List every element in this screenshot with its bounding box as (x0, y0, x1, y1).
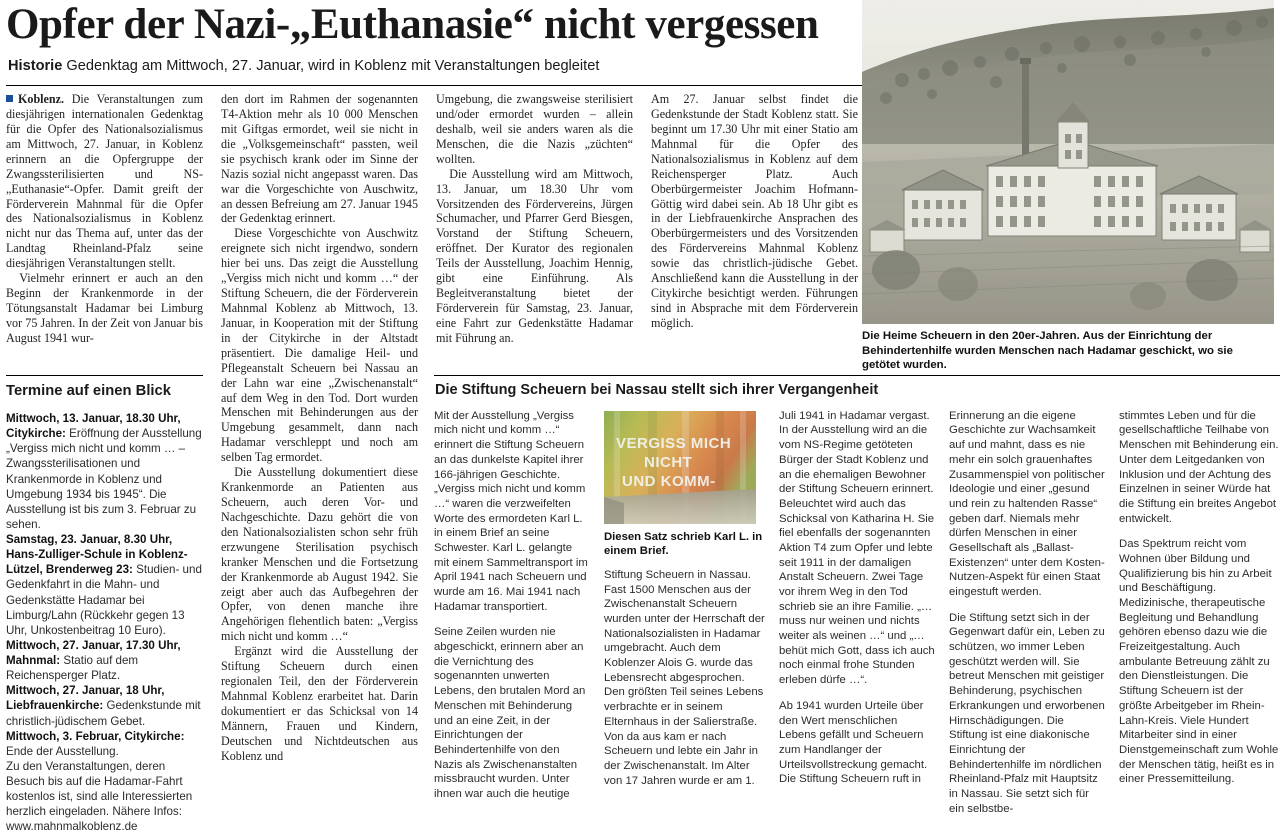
dateline: Koblenz. (18, 92, 65, 107)
bottom-column-1 (434, 409, 604, 817)
bottom-column-3 (779, 409, 949, 817)
newspaper-page (0, 2, 1280, 833)
termine-entry-rest: Eröffnung der Ausstellung „Vergiss mich nicht und komm … – Zwangssterilisationen und Krankenmorde in Koblenz und Umgebung 1934 bis 1945“. Die Ausstellung ist bis zum 3. Februar zu sehen. (6, 427, 202, 531)
top-col1-para-1 (6, 92, 203, 271)
dateline-square-icon (6, 95, 13, 102)
bottom-col4-para-1: Erinnerung an die eigene Geschichte zur Wachsamkeit auf und mahnt, dass es nie mehr ein solch grauenhaftes Zusammenspiel von politischer Ideologie und einer „gesund und rein zu haltenden Rasse“ geben darf. Niemals mehr dürfen Menschen in einer Gesellschaft als „Ballast-Existenzen“ unter dem Kosten-Nutzen-Aspekt für einen Staat eingestuft werden. (949, 409, 1105, 598)
bottom-col1-para-2: Seine Zeilen wurden nie abgeschickt, erinnern aber an die Vernichtung des sogenannten unwerten Lebens, den brutalen Mord an Menschen mit Behinderung und an eine Zeit, in der Einrichtungen der Behindertenhilfe von den Nazis als Zwischenanstalten missbraucht wurden. Unter ihnen war auch die heutige (434, 626, 586, 800)
top-col2-para-3: Die Ausstellung dokumentiert diese Krankenmorde an Patienten aus Scheuern, auch deren Vor- und Nachgeschichte. Dazu gehört die von den Nationalsozialisten schon sehr früh erzwungene Sterilisation psychisch kranker Menschen und die Fortsetzung der Krankenmorde ab August 1942. Sie zeigt aber auch das Aufbegehren der Opfer, von denen manche ihre Angehörigen flehentlich baten: „Vergiss mich nicht und komm …“ (221, 465, 418, 644)
termine-entry (6, 683, 203, 728)
termine-entry-rest: Statio auf dem Reichensperger Platz. (6, 654, 139, 683)
page-title: Opfer der Nazi-„Euthanasie“ nicht vergessen (6, 1, 819, 48)
top-col3-para-2: Die Ausstellung wird am Mittwoch, 13. Januar, um 18.30 Uhr vom Vorsitzenden des Fördervereins, Jürgen Schumacher, und Pfarrer Gerd Biesgen, Vorstand der Stiftung Scheuern, eröffnet. Der Kurator des regionalen Teils der Ausstellung, Joachim Hennig, gibt eine Einführung. Als Begleitveranstaltung bietet der Förderverein für Samstag, 23. Januar, eine Fahrt zur Gedenkstätte Hadamar mit Führung an. (436, 166, 633, 345)
photo-block (862, 0, 1274, 373)
poster-line-1: VERGISS MICH (616, 434, 732, 452)
termine-title: Termine auf einen Blick (6, 383, 172, 400)
bottom-article-title: Die Stiftung Scheuern bei Nassau stellt sich ihrer Vergangenheit (435, 382, 879, 399)
bottom-col2-para-1: Stiftung Scheuern in Nassau. Fast 1500 Menschen aus der Zwischenanstalt Scheuern wurden unter der Herrschaft der Nationalsozialisten in Hadamar umgebracht. Auch dem Koblenzer Alois G. wurde das Lebensrecht abgesprochen. Den größten Teil seines Lebens verbrachte er in seinem Elternhaus in der Salierstraße. Von da aus kam er nach Scheuern und lebte ein Jahr in der Zwischenanstalt. Im Alter von 17 Jahren wurde er am 1. (604, 568, 765, 787)
bottom-col4-para-2: Die Stiftung setzt sich in der Gegenwart dafür ein, Leben zu schützen, wo immer Leben geschützt werden will. Sie betreut Menschen mit geistiger Behinderung, psychischen Erkrankungen und erworbenen Hirnschädigungen. Die Stiftung ist eine diakonische Einrichtung der Behindertenhilfe im nördlichen Rheinland-Pfalz mit Hauptsitz in Nassau. Sie setzt sich für ein selbstbe- (949, 611, 1105, 815)
bottom-column-2 (604, 409, 779, 817)
bottom-article (434, 375, 1280, 816)
top-col2-para-4: Ergänzt wird die Ausstellung der Stiftung Scheuern durch einen regionalen Teil, den der Förderverein Mahnmal Koblenz erarbeitet hat. Darin dokumentiert er das Schicksal von 14 Männern, Frauen und Kindern, Deutschen und Nichtdeutschen aus Koblenz und (221, 644, 418, 763)
top-col1-para-2: Vielmehr erinnert er auch an den Beginn der Krankenmorde in der Tötungsanstalt Hadamar bei Limburg vor 75 Jahren. In der Zeit von Januar bis August 1941 wur- (6, 271, 203, 345)
historic-photo (862, 0, 1274, 324)
termine-entry-bold: Mittwoch, 27. Januar, 18 Uhr, Liebfrauenkirche: (6, 684, 165, 713)
historic-photo-graphic (862, 0, 1274, 324)
top-col3-para-1: Umgebung, die zwangsweise sterilisiert und/oder ermordet wurden – allein deshalb, weil sie anders waren als die Menschen, die die Nazis „züchten“ wollten. (436, 92, 633, 166)
top-col2-para-2: Diese Vorgeschichte von Auschwitz ereignete sich nicht irgendwo, sondern hier bei uns. Das zeigt die Ausstellung „Vergiss mich nicht und komm …“ der Stiftung Scheuern, die der Förderverein Mahnmal Koblenz ab Mittwoch, 13. Januar, in Kooperation mit der Stiftung in der Citykirche in der Altstadt präsentiert. Die damalige Heil- und Pflegeanstalt Scheuern bei Nassau an der Lahn war eine „Zwischenanstalt“ auf dem Weg in den Tod. Dort wurden Menschen mit Behinderungen aus der Umgebung gesammelt, dann nach Hadamar verschleppt und noch am selben Tag ermordet. (221, 226, 418, 465)
termine-entry (6, 532, 203, 638)
termine-entry (6, 729, 203, 759)
top-col1-text-1: Die Veranstaltungen zum diesjährigen internationalen Gedenktag für die Opfer des Nationalsozialismus am Mittwoch, 27. Januar, in Koblenz erinnern an die Opfergruppe der Zwangssterilisierten und NS-„Euthanasie“-Opfer. Damit greift der Förderverein Mahnmal für die Opfer des Nationalsozialismus in Koblenz nicht nur das Thema auf, unter das der Landtag Rheinland-Pfalz seine diesjährigen Veranstaltungen stellt. (6, 92, 203, 271)
bottom-col5-para-2: Das Spektrum reicht vom Wohnen über Bildung und Qualifizierung bis hin zu Arbeit und Beschäftigung. Medizinische, therapeutische Begleitung und Behandlung gehören ebenso dazu wie die Freizeitgestaltung. Auch ambulante Betreuung zählt zu den Dienstleistungen. Die Stiftung Scheuern ist der größte Arbeitgeber im Rhein-Lahn-Kreis. Viele Hundert Mitarbeiter sind in einer Dienstgemeinschaft zum Wohle der Menschen tätig, heißt es in einer Pressemitteilung. (1119, 538, 1279, 786)
bottom-column-5 (1119, 409, 1279, 817)
termine-divider (6, 375, 203, 376)
termine-entry (6, 411, 203, 532)
bottom-article-divider (434, 375, 1280, 376)
bottom-column-4 (949, 409, 1119, 817)
termine-entry-rest: Ende der Ausstellung. (6, 744, 119, 758)
photo-caption: Die Heime Scheuern in den 20er-Jahren. Aus der Einrichtung der Behindertenhilfe wurden Menschen nach Hadamar geschickt, wo sie getötet wurden. (862, 330, 1233, 372)
exhibition-poster-image (604, 411, 756, 524)
termine-entry-rest: Gedenkstunde mit christlich-jüdischem Gebet. (6, 699, 201, 728)
top-col2-para-1: den dort im Rahmen der sogenannten T4-Aktion mehr als 10 000 Menschen mit Giftgas ermordet, weil sie nicht in die „Volksgemeinschaft“ passten, weil sie psychisch krank oder im Sinne der Nazis sozial nicht angepasst waren. Das war die Vorgeschichte von Auschwitz, an dessen Befreiung am 27. Januar 1945 der Gedenktag erinnert. (221, 92, 418, 226)
poster-line-2: NICHT (644, 453, 693, 471)
poster-line-3: UND KOMM- (622, 472, 716, 490)
termine-list (6, 411, 203, 835)
termine-footer: Zu den Veranstaltungen, deren Besuch bis auf die Hadamar-Fahrt kostenlos ist, sind alle Interessierten herzlich eingeladen. Nähere Infos: www.mahnmalkoblenz.de (6, 759, 193, 834)
termine-box (6, 375, 221, 835)
termine-entry-bold: Mittwoch, 27. Januar, 17.30 Uhr, Mahnmal: (6, 638, 181, 668)
bottom-article-columns (434, 409, 1280, 817)
bottom-col1-para-1: Mit der Ausstellung „Vergiss mich nicht und komm …“ erinnert die Stiftung Scheuern an das dunkelste Kapitel ihrer 166-jährigen Geschichte. „Vergiss mich nicht und komm …“ waren die verzweifelten Worte des ermordeten Karl L. in einem Brief an seine Schwester. Karl L. gelangte mit einem Sammeltransport im April 1941 nach Scheuern und wurde am 16. Mai 1941 nach Hadamar transportiert. (434, 409, 588, 613)
top-column-2 (221, 92, 436, 763)
bottom-col3-para-1: Juli 1941 in Hadamar vergast. In der Ausstellung wird an die vom NS-Regime getöteten Bürger der Stadt Koblenz und an die ehemaligen Bewohner der Stiftung Scheuern erinnert. Beleuchtet wird auch das Schicksal von Katharina H. Sie fiel ebenfalls der sogenannten Aktion T4 zum Opfer und lebte seit 1911 in der damaligen Anstalt Scheuern. Zwei Tage vor ihrem Weg in den Tod schrieb sie an ihre Familie. „… muss nur weinen und nichts weiter als weinen …“ und „… behüt mich Gott, dass ich auch noch einmal frohe Stunden erleben dürfe …“. (779, 409, 935, 687)
termine-entry-rest: Studien- und Gedenkfahrt in die Mahn- und Gedenkstätte Hadamar bei Limburg/Lahn (Rückkehr gegen 13 Uhr, Unkostenbeitrag 10 Euro). (6, 563, 202, 637)
termine-entry-bold: Mittwoch, 13. Januar, 18.30 Uhr, Citykirche: (6, 412, 181, 441)
top-col4-para-1: Am 27. Januar selbst findet die Gedenkstunde der Stadt Koblenz statt. Sie beginnt um 17.30 Uhr mit einer Statio am Mahnmal für die Opfer des Nationalsozialismus in Koblenz auf dem Reichensperger Platz. Auch Oberbürgermeister Joachim Hofmann-Göttig wird dabei sein. Ab 18 Uhr gibt es in der Liebfrauenkirche Ansprachen des Oberbürgermeisters und des Vorsitzenden des Fördervereins Mahnmal Koblenz sowie das christlich-jüdische Gebet. Anschließend kann die Ausstellung in der Citykirche besichtigt werden. Führungen sind in Absprache mit dem Förderverein möglich. (651, 92, 858, 330)
exhibition-poster-graphic (604, 411, 756, 524)
termine-entry-bold: Mittwoch, 3. Februar, Citykirche: (6, 729, 185, 743)
bottom-col3-para-2: Ab 1941 wurden Urteile über den Wert menschlichen Lebens gefällt und Scheuern zum Handlanger der Urteilsvollstreckung gemacht. Die Stiftung Scheuern ruft in (779, 699, 928, 786)
kicker-text: Gedenktag am Mittwoch, 27. Januar, wird in Koblenz mit Veranstaltungen begleitet (66, 57, 600, 74)
kicker-label: Historie (8, 57, 63, 74)
poster-caption: Diesen Satz schrieb Karl L. in einem Brief. (604, 530, 763, 557)
termine-entry-bold: Samstag, 23. Januar, 8.30 Uhr, Hans-Zulliger-Schule in Koblenz-Lützel, Brenderweg 23: (6, 533, 188, 577)
termine-entry (6, 638, 203, 683)
bottom-col5-para-1: stimmtes Leben und für die gesellschaftliche Teilhabe von Menschen mit Behinderung ein. Unter dem Leitgedanken von Inklusion und der Achtung des Einzelnen in seiner Würde hat die Stiftung ein breites Angebot entwickelt. (1119, 409, 1279, 525)
